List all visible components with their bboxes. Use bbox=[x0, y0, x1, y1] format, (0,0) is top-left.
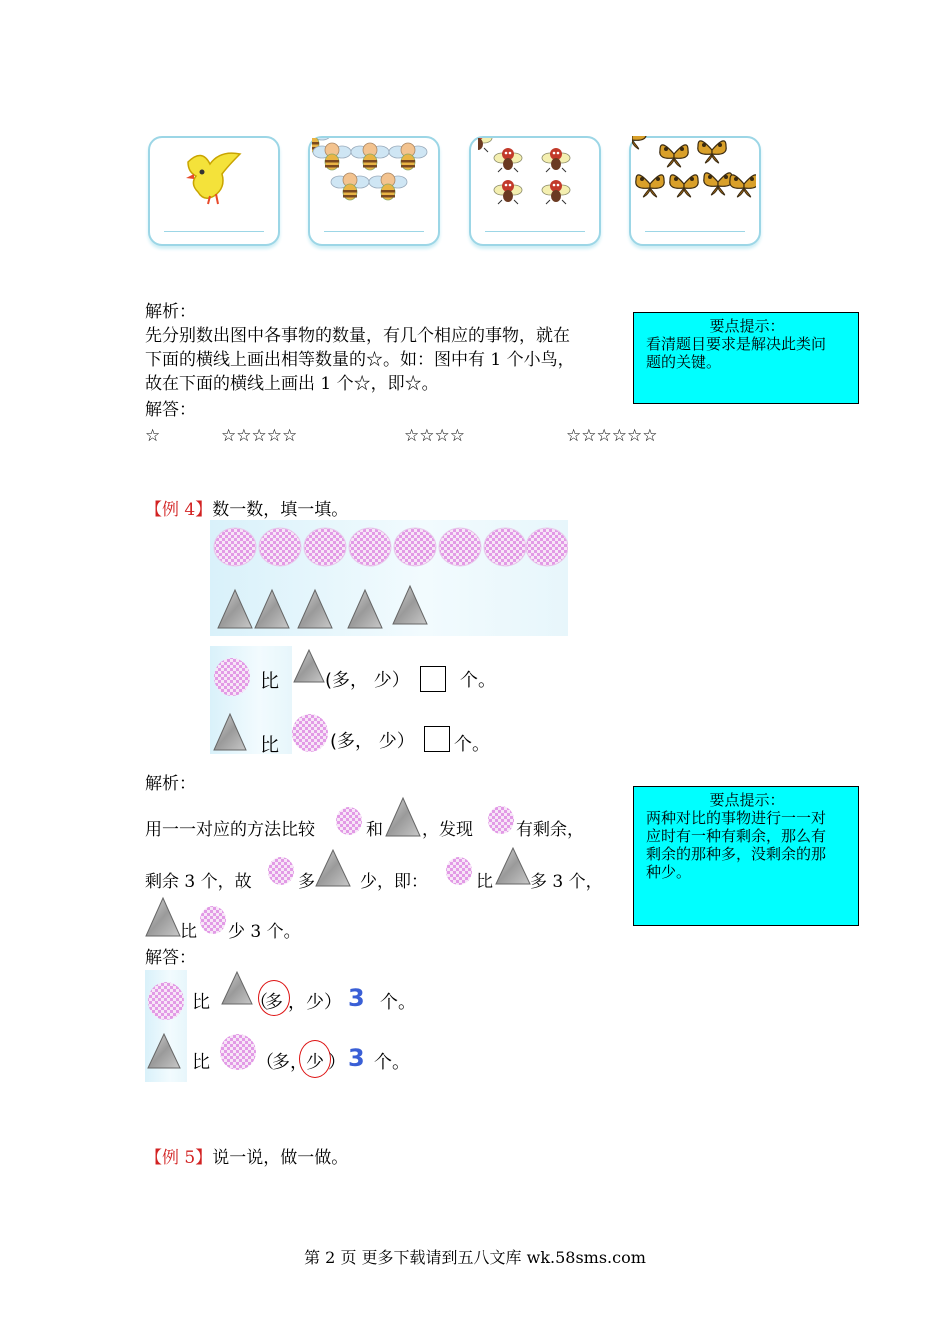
example-title: 说一说，做一做。 bbox=[212, 1148, 349, 1168]
butterflies-group bbox=[632, 136, 756, 212]
answer-box[interactable] bbox=[424, 726, 450, 752]
circle-symbol bbox=[146, 980, 186, 1022]
example-title: 数一数，填一填。 bbox=[212, 500, 349, 520]
triangle-symbol bbox=[146, 1032, 182, 1070]
circles-row bbox=[214, 528, 568, 566]
answer-stars: ☆ bbox=[145, 426, 161, 446]
tip-box bbox=[633, 312, 859, 404]
triangle-symbol bbox=[144, 896, 182, 938]
example-tag: 【例 5】 bbox=[145, 1148, 213, 1168]
analysis-text: 比 bbox=[180, 922, 197, 942]
answer-label: 解答： bbox=[145, 948, 196, 968]
tip-title: 要点提示： bbox=[709, 791, 785, 809]
analysis-line: 下面的横线上画出相等数量的☆。如：图中有 1 个小鸟， bbox=[145, 350, 575, 370]
answer-label: 解答： bbox=[145, 400, 196, 420]
analysis-text: 比 bbox=[476, 872, 493, 892]
example-5-heading bbox=[145, 1146, 348, 1170]
example-4-heading bbox=[145, 498, 348, 522]
analysis-label: 解析： bbox=[145, 774, 196, 794]
answer-stars: ☆☆☆☆☆ bbox=[221, 426, 298, 446]
analysis-text: 多 bbox=[298, 872, 315, 892]
analysis-text: 和 bbox=[366, 820, 383, 840]
triangles-row bbox=[218, 586, 427, 628]
bugs-group bbox=[478, 138, 592, 210]
q1-unit: 个。 bbox=[460, 670, 496, 691]
q2-unit: 个。 bbox=[454, 734, 490, 755]
ans1-shao: 少 bbox=[306, 992, 324, 1013]
triangle-symbol bbox=[494, 846, 532, 886]
circle-symbol bbox=[218, 1032, 258, 1072]
ans1-duo: 多 bbox=[265, 992, 283, 1013]
ans1-number: 3 bbox=[348, 984, 365, 1012]
analysis-text: 多 3 个， bbox=[530, 872, 603, 892]
page-footer: 第 2 页 更多下载请到五八文库 wk.58sms.com bbox=[304, 1248, 646, 1267]
tip-line: 两种对比的事物进行一一对 bbox=[646, 809, 827, 827]
tip-line: 种少。 bbox=[646, 863, 692, 881]
ans2-number: 3 bbox=[348, 1044, 365, 1072]
q1-choice: (多， 少） bbox=[325, 670, 410, 691]
ans2-bi: 比 bbox=[192, 1052, 210, 1073]
ans1-bi: 比 bbox=[192, 992, 210, 1013]
ans2-unit: 个。 bbox=[374, 1052, 410, 1073]
analysis-text: 少 3 个。 bbox=[228, 922, 301, 942]
ans2-duo: 多 bbox=[272, 1052, 290, 1073]
ans2-open: （ bbox=[256, 1052, 274, 1073]
counting-figure bbox=[210, 520, 568, 636]
analysis-text: 剩余 3 个，故 bbox=[145, 872, 252, 892]
bees-group bbox=[312, 138, 434, 210]
analysis-text: ，发现 bbox=[422, 820, 473, 840]
circle-symbol bbox=[334, 806, 364, 836]
analysis-label: 解析： bbox=[145, 302, 196, 322]
answer-stars: ☆☆☆☆☆☆ bbox=[566, 426, 658, 446]
circle-symbol bbox=[486, 804, 516, 836]
ans1-comma: ， bbox=[288, 992, 306, 1013]
example-tag: 【例 4】 bbox=[145, 500, 213, 520]
circle-symbol bbox=[444, 856, 474, 886]
ans1-close: ） bbox=[324, 992, 342, 1013]
analysis-text: 少，即： bbox=[360, 872, 428, 892]
tip-line: 看清题目要求是解决此类问 bbox=[646, 335, 827, 353]
triangle-symbol bbox=[212, 712, 248, 752]
tip-line: 剩余的那种多，没剩余的那 bbox=[646, 845, 827, 863]
triangle-symbol bbox=[220, 970, 254, 1006]
ans1-open: （ bbox=[250, 992, 268, 1013]
circle-symbol bbox=[198, 904, 228, 936]
tip-line: 题的关键。 bbox=[646, 353, 722, 371]
analysis-text: 有剩余， bbox=[516, 820, 584, 840]
ans2-comma: ， bbox=[290, 1052, 308, 1073]
ans1-unit: 个。 bbox=[380, 992, 416, 1013]
selected-choice-mark bbox=[299, 1040, 331, 1078]
triangle-symbol bbox=[384, 796, 422, 838]
circle-symbol bbox=[290, 712, 330, 754]
analysis-line: 故在下面的横线上画出 1 个☆，即☆。 bbox=[145, 374, 439, 394]
triangle-symbol bbox=[314, 848, 352, 888]
circle-symbol bbox=[266, 856, 296, 886]
tip-line: 应时有一种有剩余，那么有 bbox=[646, 827, 827, 845]
circle-symbol bbox=[212, 656, 252, 698]
tip-box bbox=[633, 786, 859, 926]
answer-box[interactable] bbox=[420, 666, 446, 692]
q2-choice: (多， 少） bbox=[330, 731, 415, 752]
bird-icon bbox=[180, 144, 250, 206]
picture-card-bird bbox=[148, 136, 280, 246]
triangle-symbol bbox=[292, 648, 326, 684]
ans2-close: ） bbox=[328, 1052, 346, 1073]
ans2-shao: 少 bbox=[306, 1052, 324, 1073]
selected-choice-mark bbox=[258, 980, 290, 1016]
analysis-text: 用一一对应的方法比较 bbox=[145, 820, 315, 840]
answer-stars: ☆☆☆☆ bbox=[404, 426, 465, 446]
q1-bi: 比 bbox=[260, 670, 280, 692]
analysis-line: 先分别数出图中各事物的数量，有几个相应的事物，就在 bbox=[145, 326, 570, 346]
q2-bi: 比 bbox=[260, 734, 280, 756]
tip-title: 要点提示： bbox=[709, 317, 785, 335]
